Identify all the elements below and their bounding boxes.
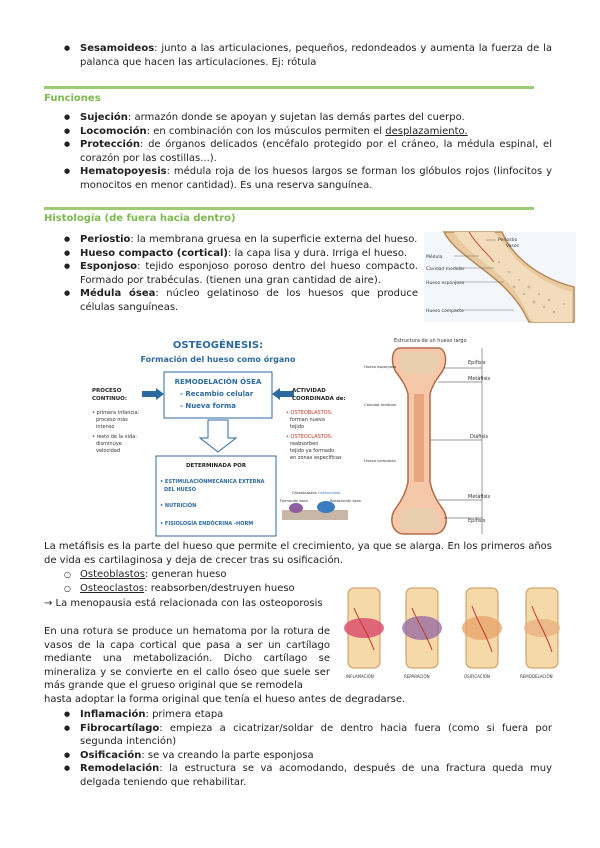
arrow-left-icon xyxy=(142,388,164,400)
osteogenesis-title: OSTEOGÉNESIS: xyxy=(172,340,264,351)
right-item: en zonas específicas xyxy=(290,455,342,461)
list-item: ● Hematopoyesis: médula roja de los huesos largos se forman los glóbulos rojos (linfocitos y monocitos en menor cantidad). Es una reserva sanguínea. xyxy=(44,165,552,192)
stage-label: OSIFICACIÓN xyxy=(464,674,490,679)
list-item: ● Inflamación: primera etapa xyxy=(44,708,552,722)
bone-label: Periostio xyxy=(498,238,518,243)
rotura-list xyxy=(44,708,552,789)
bone-label: Cavidad medular xyxy=(426,267,465,272)
cell-label: Osteoblastos xyxy=(292,490,317,495)
left-item: • resto de la vida: xyxy=(92,434,137,440)
left-item: proceso más xyxy=(96,417,128,423)
long-bone-label: Metáfisis xyxy=(468,376,491,382)
rotura-paragraph-part1: En una rotura se produce un hematoma por la rotura de vasos de la capa cortical que pasa a ser un cartílago mediante una metabolización. Dicho cartílago se mineraliza y se convierte en el callo óseo que suele ser más grande que el grueso original que se remodela xyxy=(44,626,330,691)
right-item: • OSTEOCLASTOS: xyxy=(286,434,333,440)
long-bone-label: Epífisis xyxy=(468,518,486,524)
left-title: CONTINUO: xyxy=(92,396,128,402)
long-bone-side-label: Hueso compacto xyxy=(364,458,396,463)
list-item: ● Remodelación: la estructura se va acomodando, después de una fractura queda muy delgada teniendo que rehabilitar. xyxy=(44,762,552,789)
list-item: ● Fibrocartílago: empieza a cicatrizar/soldar de dentro hacia fuera (como si fuera por segunda intención) xyxy=(44,722,552,749)
list-item: ● Hueso compacto (cortical): la capa lisa y dura. Irriga el hueso. xyxy=(44,247,418,261)
cell-label: Osteoclasto xyxy=(318,490,341,495)
list-item: ● Esponjoso: tejido esponjoso poroso dentro del hueso compacto. Formado por trabéculas. (tienen una gran cantidad de aire). xyxy=(44,260,418,287)
list-item: ● Periostio: la membrana gruesa en la superficie externa del hueso. xyxy=(44,233,418,247)
list-item: ● Locomoción: en combinación con los músculos permiten el desplazamiento. xyxy=(44,125,552,139)
bone-label: Hueso compacto xyxy=(426,309,464,314)
box-item: • ESTIMULACIÓNMECÁNICA EXTERNA xyxy=(160,479,265,485)
list-item: ● Sujeción: armazón donde se apoyan y sujetan las demás partes del cuerpo. xyxy=(44,111,552,125)
list-item: ○ Osteoblastos: generan hueso xyxy=(44,568,334,582)
section-heading-funciones: Funciones xyxy=(44,93,101,104)
box-item: • FISIOLOGÍA ENDÓCRINA -HORM xyxy=(160,521,254,527)
cell-label: Formación ósea xyxy=(280,499,308,503)
box-item: • NUTRICIÓN xyxy=(160,503,197,509)
fracture-healing-image xyxy=(340,588,572,682)
bone-cross-section-image xyxy=(424,232,576,322)
right-item: • OSTEOBLASTOS: xyxy=(286,410,333,416)
left-item: velocidad xyxy=(96,448,121,454)
box-title: DETERMINADA POR xyxy=(185,463,247,469)
left-title: PROCESO xyxy=(92,388,122,394)
cell-label: Reabsorción ósea xyxy=(330,499,361,503)
long-bone-side-label: Cavidad medular xyxy=(364,402,397,407)
osteogenesis-subtitle: Formación del hueso como órgano xyxy=(140,355,296,364)
stage-label: REPARACIÓN xyxy=(404,674,430,679)
list-item: ● Sesamoideos: junto a las articulaciones, pequeños, redondeados y aumenta la fuerza de la palanca que hacen las articulaciones. Ej: rótula xyxy=(44,42,552,69)
right-item: tejido xyxy=(290,424,305,430)
long-bone-label: Diáfisis xyxy=(470,434,489,440)
box-item: DEL HUESO xyxy=(164,487,197,493)
center-item: - Nueva forma xyxy=(180,402,236,410)
list-item: ● Médula ósea: núcleo gelatinoso de los huesos que produce células sanguíneas. xyxy=(44,287,418,314)
long-bone-structure-image xyxy=(362,332,530,538)
histologia-list xyxy=(44,233,418,314)
list-item: ● Protección: de órganos delicados (encéfalo protegido por el cráneo, la médula espinal, el corazón por las costillas...). xyxy=(44,138,552,165)
right-title: COORDINADA de: xyxy=(292,396,346,402)
arrow-down-icon xyxy=(200,420,236,452)
left-item: disminuye xyxy=(96,441,122,447)
right-item: tejido ya formado xyxy=(290,448,335,454)
section-heading-histologia: Histología (de fuera hacia dentro) xyxy=(44,213,236,224)
arrow-right-icon xyxy=(272,388,294,400)
long-bone-title: Estructura de un hueso largo xyxy=(394,338,467,344)
rotura-paragraph-part2: hasta adoptar la forma original que tenía el hueso antes de degradarse. xyxy=(44,694,406,705)
metafisis-list xyxy=(44,568,334,595)
link-desplazamiento[interactable]: desplazamiento. xyxy=(385,125,468,137)
left-item: intenso xyxy=(96,424,115,430)
osteogenesis-diagram xyxy=(86,332,361,538)
stage-label: REMODELACIÓN xyxy=(520,674,553,679)
bone-label: Vasos xyxy=(506,244,519,249)
metafisis-paragraph: La metáfisis es la parte del hueso que permite el crecimiento, ya que se alarga. En los primeros años de vida es cartilaginosa y deja de crecer tras su osificación. xyxy=(44,541,552,566)
bone-label: Médula xyxy=(426,255,443,260)
long-bone-label: Metáfisis xyxy=(468,494,491,500)
center-title: REMODELACIÓN ÓSEA xyxy=(174,378,262,386)
long-bone-label: Epífisis xyxy=(468,360,486,366)
left-item: • primera infancia: xyxy=(92,410,140,416)
bone-label: Hueso esponjoso xyxy=(426,281,465,286)
funciones-list xyxy=(44,111,552,192)
center-item: - Recambio celular xyxy=(180,390,254,398)
stage-label: INFLAMACIÓN xyxy=(346,674,374,679)
right-title: ACTIVIDAD xyxy=(292,388,326,394)
list-item: ● Osificación: se va creando la parte esponjosa xyxy=(44,749,552,763)
section-divider xyxy=(44,86,534,89)
sesamoideos-list xyxy=(44,42,552,69)
right-item: reabsorben xyxy=(290,441,319,447)
right-item: forman nuevo xyxy=(290,417,325,423)
section-divider xyxy=(44,207,534,210)
menopausia-note: → La menopausia está relacionada con las osteoporosis xyxy=(44,598,323,609)
long-bone-side-label: Hueso esponjoso xyxy=(364,364,397,369)
list-item: ○ Osteoclastos: reabsorben/destruyen hueso xyxy=(44,582,334,596)
